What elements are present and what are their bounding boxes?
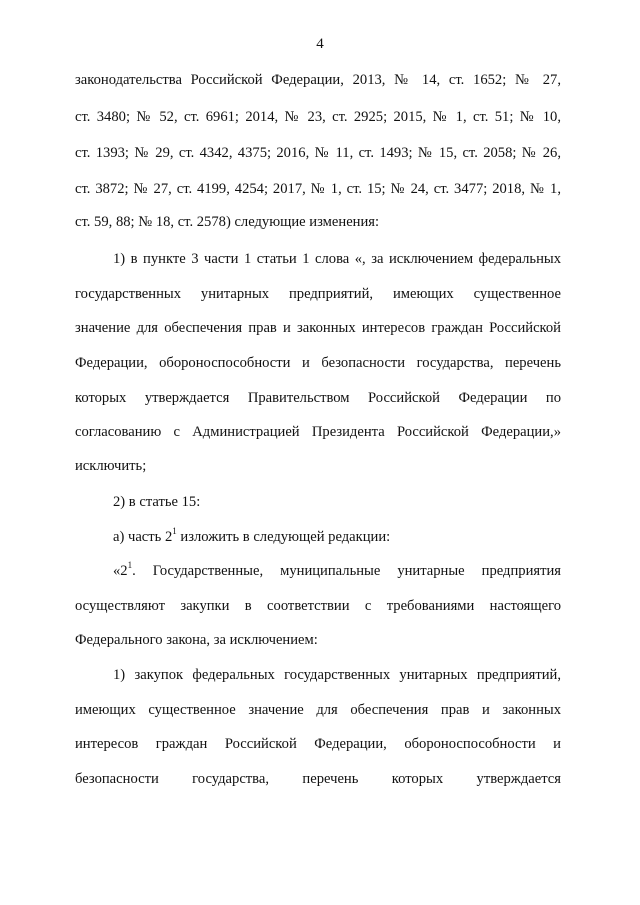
text-line: имеющих существенное значение для обеспечения прав и законных (75, 702, 561, 718)
text-line: которых утверждается Правительством Российской Федерации по (75, 390, 561, 406)
paragraph-first-line: 1) в пункте 3 части 1 статьи 1 слова «, за исключением федеральных (113, 251, 561, 267)
text-line: Федерации, обороноспособности и безопасности государства, перечень (75, 355, 561, 371)
text-line: Федерального закона, за исключением: (75, 632, 318, 648)
text-line: государственных унитарных предприятий, имеющих существенное (75, 286, 561, 302)
text-line: интересов граждан Российской Федерации, обороноспособности и (75, 736, 561, 752)
text-segment: . Государственные, муниципальные унитарные предприятия (132, 563, 561, 579)
text-line: ст. 3480; № 52, ст. 6961; 2014, № 23, ст. 2925; 2015, № 1, ст. 51; № 10, (75, 109, 561, 125)
page-number: 4 (316, 36, 324, 52)
text-line: ст. 1393; № 29, ст. 4342, 4375; 2016, № 11, ст. 1493; № 15, ст. 2058; № 26, (75, 145, 561, 161)
text-line: законодательства Российской Федерации, 2013, № 14, ст. 1652; № 27, (75, 72, 561, 88)
paragraph-first-line (113, 526, 561, 545)
text-line: значение для обеспечения прав и законных интересов граждан Российской (75, 320, 561, 336)
paragraph-first-line: 1) закупок федеральных государственных унитарных предприятий, (113, 667, 561, 683)
text-line: ст. 3872; № 27, ст. 4199, 4254; 2017, № 1, ст. 15; № 24, ст. 3477; 2018, № 1, (75, 181, 561, 197)
text-line: исключить; (75, 458, 147, 474)
text-line: ст. 59, 88; № 18, ст. 2578) следующие изменения: (75, 214, 380, 230)
text-segment: а) часть 2 (113, 529, 173, 545)
text-line: согласованию с Администрацией Президента Российской Федерации,» (75, 424, 561, 440)
superscript: 1 (127, 560, 133, 571)
paragraph-first-line: 2) в статье 15: (113, 494, 201, 510)
text-line: осуществляют закупки в соответствии с требованиями настоящего (75, 598, 561, 614)
text-segment: изложить в следующей редакции: (176, 529, 391, 545)
superscript: 1 (172, 526, 177, 537)
text-line: безопасности государства, перечень которых утверждается (75, 771, 561, 787)
text-segment: «2 (113, 563, 128, 579)
paragraph-first-line (113, 560, 561, 579)
